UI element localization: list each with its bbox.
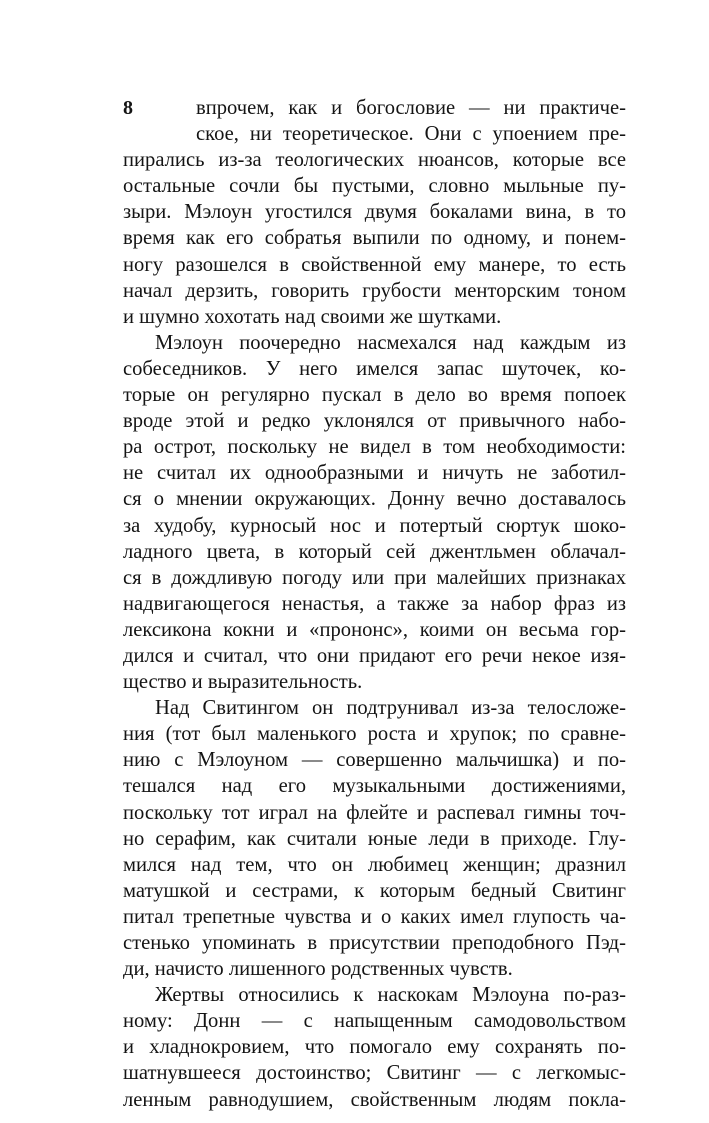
text-line: ся о мнении окружающих. Донну вечно доставалось	[123, 488, 626, 511]
text-line: поскольку тот играл на флейте и распевал гимны точ-	[123, 801, 626, 824]
text-line: ди, начисто лишенного родственных чувств.	[123, 958, 513, 981]
text-line: шатнувшееся достоинство; Свитинг — с легкомыс-	[123, 1062, 626, 1085]
text-line: начал дерзить, говорить грубости менторским тоном	[123, 279, 626, 302]
text-line: время как его собратья выпили по одному, и понем-	[123, 227, 626, 250]
text-line: пирались из-за теологических нюансов, которые все	[123, 149, 626, 172]
text-line: лексикона кокни и «прононс», коими он весьма гор-	[123, 618, 626, 641]
text-line: нию с Мэлоуном — совершенно мальчишка) и по-	[123, 749, 626, 772]
text-line: ногу разошелся в свойственной ему манере, то есть	[123, 253, 626, 276]
text-line: впрочем, как и богословие — ни практиче-	[196, 97, 626, 119]
text-line: вроде этой и редко уклонялся от привычного набо-	[123, 410, 626, 433]
text-line: Жертвы относились к наскокам Мэлоуна по-раз-	[155, 984, 626, 1007]
text-line: ское, ни теоретическое. Они с упоением пре-	[196, 123, 626, 146]
text-line: не считал их однообразными и ничуть не заботил-	[123, 462, 626, 485]
text-line: матушкой и сестрами, к которым бедный Свитинг	[123, 879, 626, 902]
text-line: и хладнокровием, что помогало ему сохранять по-	[123, 1036, 626, 1059]
text-line: надвигающегося ненастья, а также за набор фраз из	[123, 592, 626, 615]
body-text	[123, 95, 626, 1113]
text-line: за худобу, курносый нос и потертый сюртук шоко-	[123, 514, 626, 537]
text-line: Мэлоун поочередно насмехался над каждым из	[155, 331, 626, 354]
text-line: щество и выразительность.	[123, 671, 363, 694]
text-line: ленным равнодушием, свойственным людям покла-	[123, 1088, 626, 1111]
text-line: мился над тем, что он любимец женщин; дразнил	[123, 853, 626, 876]
text-line: ра острот, поскольку не видел в том необходимости:	[123, 436, 626, 459]
text-line: зыри. Мэлоун угостился двумя бокалами вина, в то	[123, 201, 626, 224]
text-line: ся в дождливую погоду или при малейших признаках	[123, 566, 626, 589]
text-line: ладного цвета, в который сей джентльмен облачал-	[123, 540, 626, 563]
text-line: и шумно хохотать над своими же шутками.	[123, 305, 502, 328]
text-line: ния (тот был маленького роста и хрупок; по сравне-	[123, 723, 626, 746]
text-line: питал трепетные чувства и о каких имел глупость ча-	[123, 905, 626, 928]
page-number: 8	[123, 97, 133, 119]
text-line: стенько упоминать в присутствии преподобного Пэд-	[123, 932, 626, 954]
text-line: остальные сочли бы пустыми, словно мыльные пу-	[123, 175, 626, 198]
text-line: дился и считал, что они придают его речи некое изя-	[123, 644, 626, 667]
text-line: ному: Донн — с напыщенным самодовольством	[123, 1010, 626, 1033]
text-line: торые он регулярно пускал в дело во время попоек	[123, 384, 626, 407]
text-line: тешался над его музыкальными достижениями,	[123, 775, 626, 798]
text-line: Над Свитингом он подтрунивал из-за телосложе-	[155, 697, 626, 720]
text-line: собеседников. У него имелся запас шуточек, ко-	[123, 357, 626, 380]
text-line: но серафим, как считали юные леди в приходе. Глу-	[123, 827, 626, 850]
